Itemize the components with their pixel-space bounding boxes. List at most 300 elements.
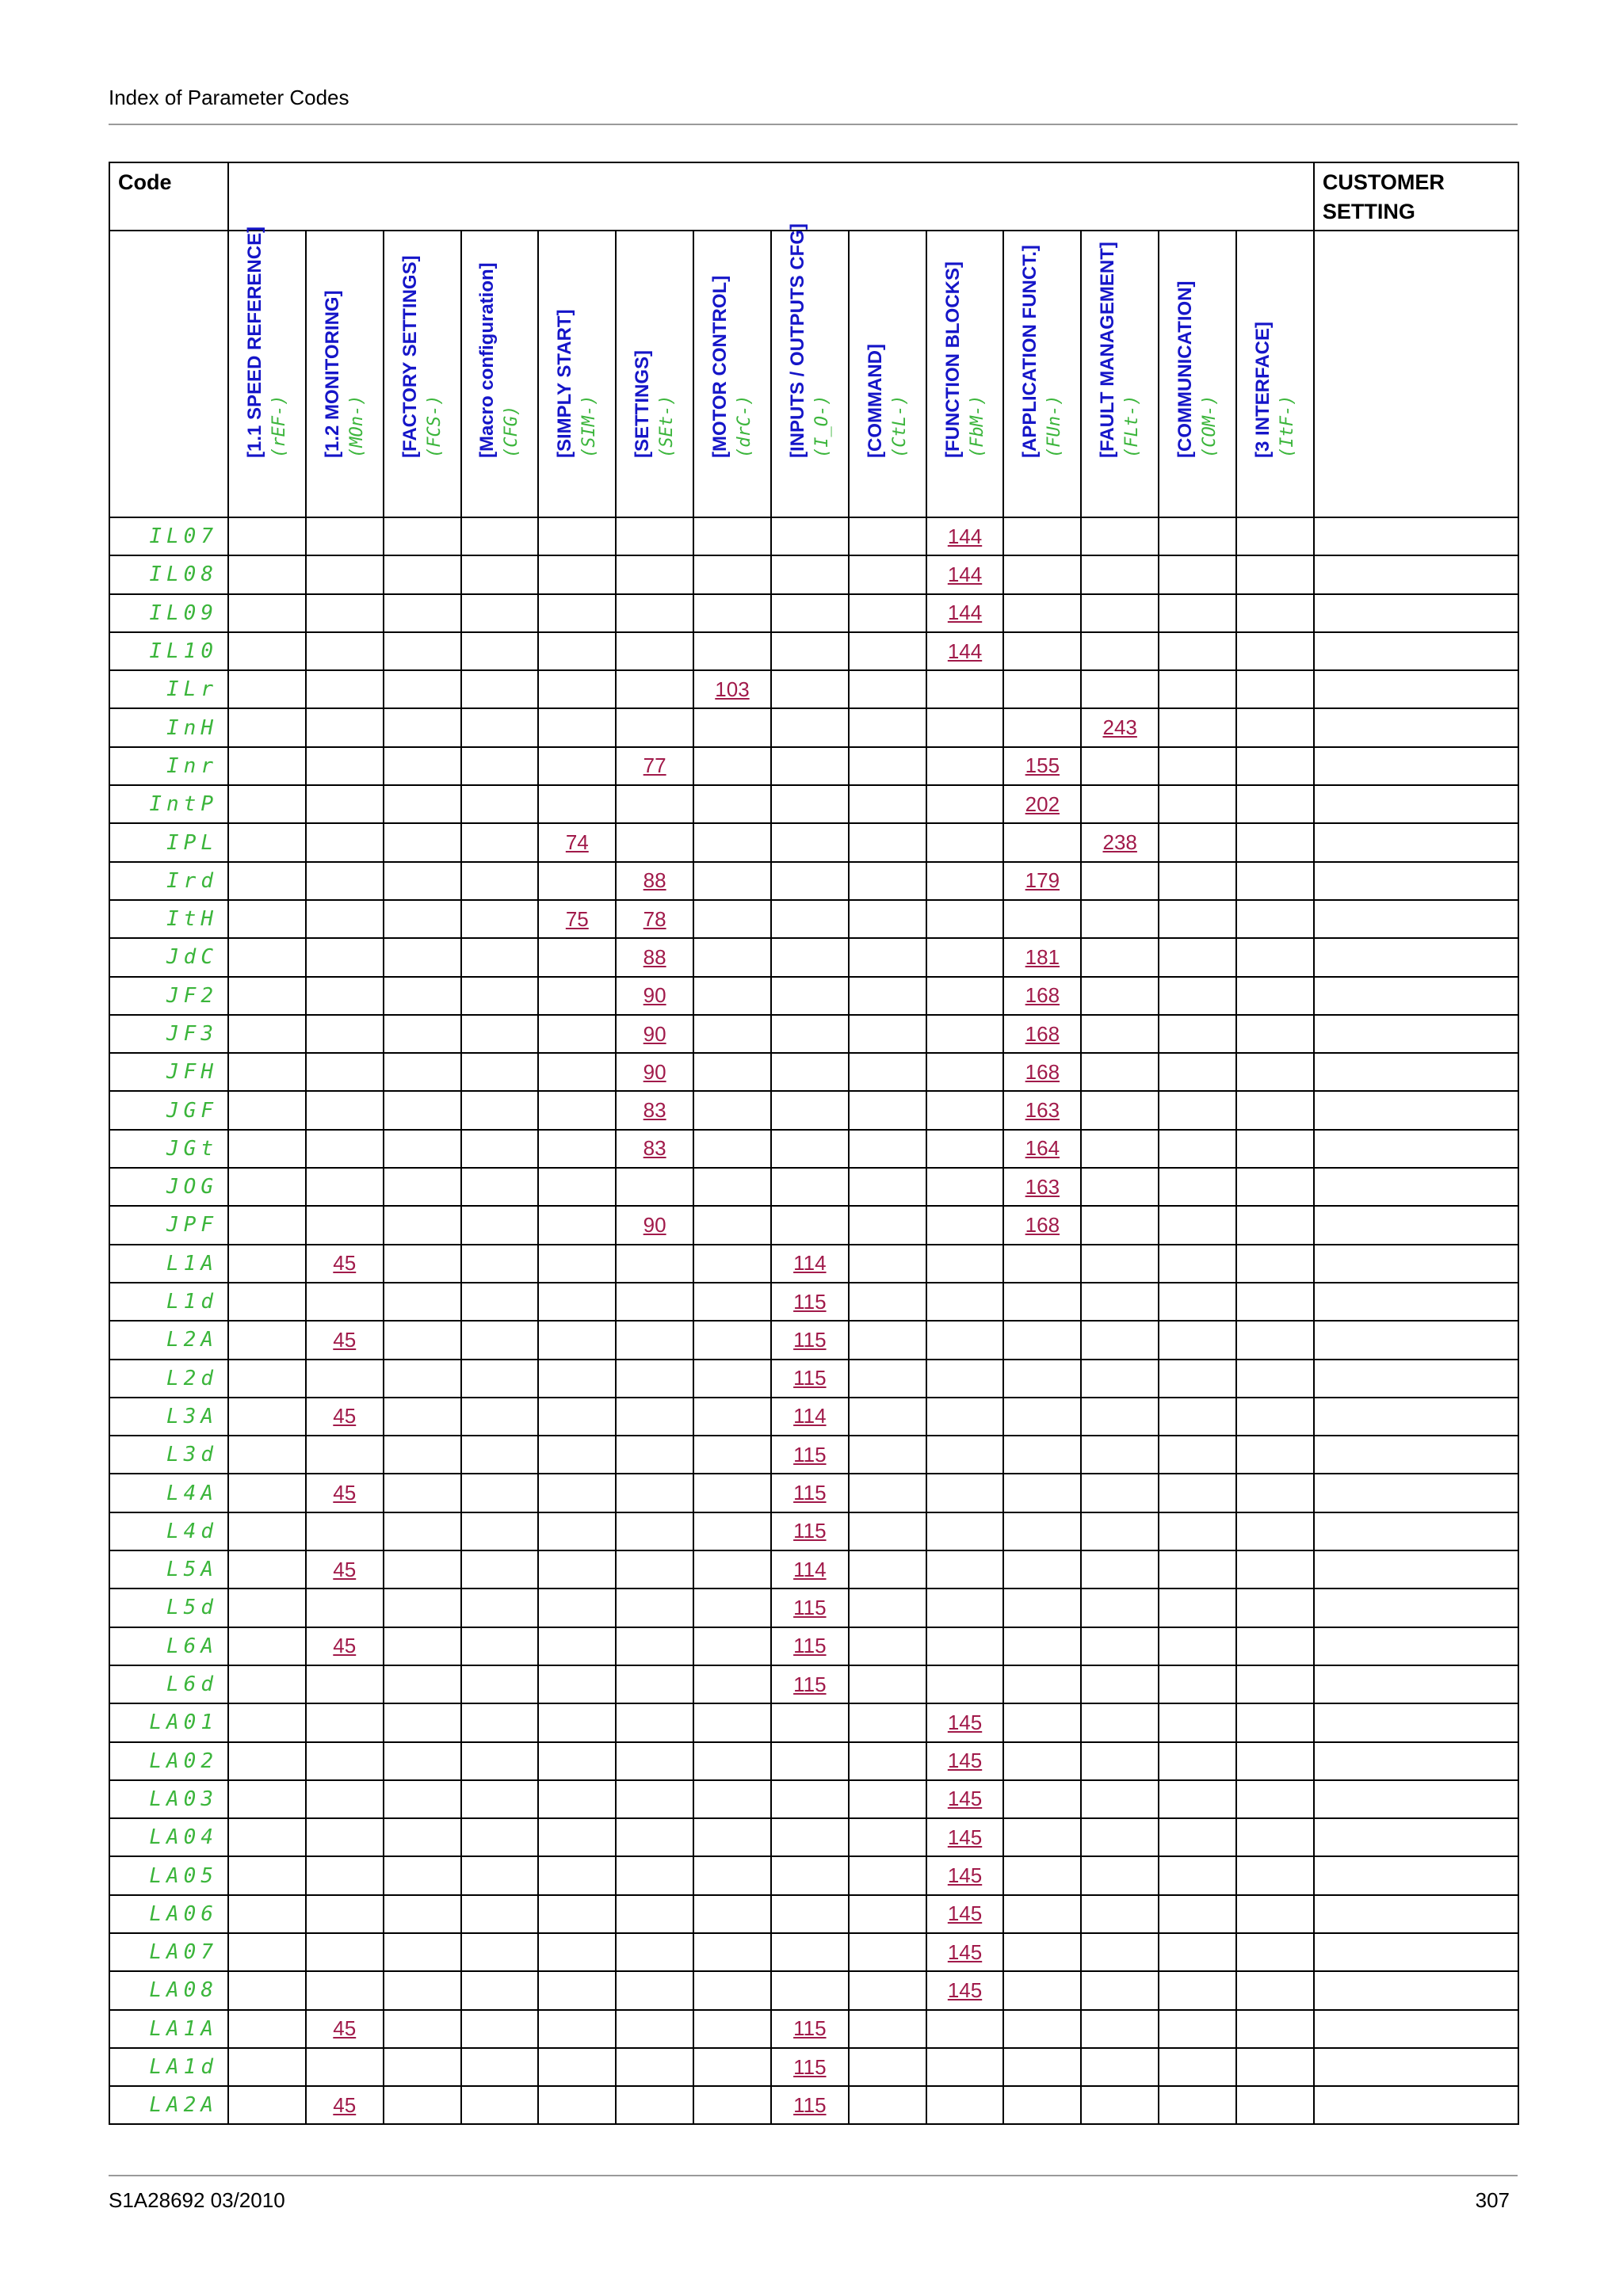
empty-cell: [384, 1015, 461, 1053]
empty-cell: [771, 1856, 849, 1894]
empty-cell: [849, 670, 926, 708]
empty-cell: [849, 785, 926, 823]
parameter-code: L4d: [109, 1512, 228, 1550]
empty-cell: [771, 900, 849, 938]
customer-setting-cell[interactable]: [1314, 1742, 1518, 1780]
customer-setting-cell[interactable]: [1314, 1703, 1518, 1741]
page-reference-link[interactable]: 238: [1102, 830, 1137, 855]
empty-cell: [1159, 2010, 1236, 2048]
customer-setting-cell[interactable]: [1314, 1398, 1518, 1436]
table-row: [109, 1780, 1518, 1818]
empty-cell: [693, 2010, 771, 2048]
empty-cell: [1003, 1245, 1081, 1283]
empty-cell: [384, 1398, 461, 1436]
empty-cell: [538, 938, 616, 976]
empty-cell: [228, 1206, 306, 1244]
empty-cell: [461, 900, 539, 938]
empty-cell: [771, 785, 849, 823]
empty-cell: [926, 900, 1004, 938]
empty-cell: [849, 1627, 926, 1665]
page-reference-link[interactable]: 115: [793, 1595, 827, 1619]
empty-cell: [693, 1550, 771, 1589]
empty-cell: [926, 1206, 1004, 1244]
empty-cell: [616, 594, 693, 632]
customer-setting-cell[interactable]: [1314, 1321, 1518, 1359]
customer-setting-cell[interactable]: [1314, 632, 1518, 670]
customer-setting-cell[interactable]: [1314, 1130, 1518, 1168]
table-row: [109, 2086, 1518, 2124]
page-reference-link[interactable]: 115: [793, 1672, 827, 1696]
empty-cell: [384, 1971, 461, 2009]
empty-cell: [538, 1321, 616, 1359]
empty-cell: [1003, 2048, 1081, 2086]
page-reference-link[interactable]: 74: [565, 830, 589, 855]
empty-cell: [616, 1703, 693, 1741]
page-reference-link[interactable]: 90: [643, 983, 666, 1008]
page-reference-link[interactable]: 115: [793, 2054, 827, 2079]
empty-cell: [384, 938, 461, 976]
customer-setting-cell[interactable]: [1314, 1053, 1518, 1091]
table-row: [109, 823, 1518, 861]
empty-cell: [228, 708, 306, 746]
customer-setting-cell[interactable]: [1314, 1550, 1518, 1589]
page-reference-cell: [771, 1360, 849, 1398]
parameter-code: LA04: [109, 1818, 228, 1856]
customer-setting-cell[interactable]: [1314, 823, 1518, 861]
customer-setting-cell[interactable]: [1314, 555, 1518, 593]
empty-cell: [1159, 823, 1236, 861]
empty-cell: [1003, 900, 1081, 938]
empty-cell: [538, 1703, 616, 1741]
table-row: [109, 900, 1518, 938]
table-row: [109, 2010, 1518, 2048]
empty-cell: [1159, 1933, 1236, 1971]
empty-cell: [538, 977, 616, 1015]
customer-setting-cell[interactable]: [1314, 862, 1518, 900]
empty-cell: [849, 862, 926, 900]
empty-cell: [1003, 1627, 1081, 1665]
table-row: [109, 1856, 1518, 1894]
page-reference-link[interactable]: 115: [793, 1327, 827, 1352]
empty-cell: [384, 1895, 461, 1933]
page-reference-link[interactable]: 155: [1025, 753, 1060, 778]
page-reference-cell: [1003, 1206, 1081, 1244]
empty-cell: [926, 747, 1004, 785]
empty-cell: [849, 1321, 926, 1359]
customer-setting-cell[interactable]: [1314, 517, 1518, 555]
customer-setting-cell[interactable]: [1314, 900, 1518, 938]
page-reference-link[interactable]: 145: [947, 1863, 983, 1888]
menu-column-header: [1159, 231, 1236, 517]
empty-cell: [693, 594, 771, 632]
menu-column-header: [616, 231, 693, 517]
empty-cell: [926, 1436, 1004, 1474]
customer-setting-cell[interactable]: [1314, 1360, 1518, 1398]
empty-cell: [616, 1360, 693, 1398]
customer-setting-cell[interactable]: [1314, 2010, 1518, 2048]
page-reference-cell: [1003, 785, 1081, 823]
parameter-code: IL07: [109, 517, 228, 555]
empty-cell: [616, 1474, 693, 1512]
empty-cell: [461, 1780, 539, 1818]
page-reference-link[interactable]: 168: [1025, 983, 1060, 1008]
empty-cell: [228, 1053, 306, 1091]
empty-cell: [461, 1550, 539, 1589]
empty-cell: [306, 747, 384, 785]
page-reference-link[interactable]: 144: [947, 601, 983, 625]
empty-cell: [384, 862, 461, 900]
page-reference-cell: [1003, 862, 1081, 900]
page-reference-cell: [306, 1245, 384, 1283]
page-reference-link[interactable]: 181: [1025, 944, 1060, 969]
page-reference-link[interactable]: 83: [643, 1136, 666, 1161]
parameter-code: L5A: [109, 1550, 228, 1589]
parameter-code: IPL: [109, 823, 228, 861]
page-reference-link[interactable]: 115: [793, 1481, 827, 1505]
page-reference-link[interactable]: 144: [947, 639, 983, 663]
customer-setting-cell[interactable]: [1314, 2086, 1518, 2124]
empty-cell: [228, 1818, 306, 1856]
page-reference-cell: [771, 1627, 849, 1665]
empty-cell: [1003, 670, 1081, 708]
page-reference-link[interactable]: 115: [793, 1442, 827, 1466]
customer-setting-cell[interactable]: [1314, 1780, 1518, 1818]
empty-cell: [228, 1283, 306, 1321]
empty-cell: [771, 747, 849, 785]
empty-cell: [538, 1436, 616, 1474]
page-reference-link[interactable]: 45: [333, 1481, 357, 1505]
empty-cell: [1236, 2048, 1314, 2086]
page-reference-link[interactable]: 144: [947, 562, 983, 586]
empty-cell: [384, 1360, 461, 1398]
page-reference-link[interactable]: 90: [643, 1021, 666, 1046]
empty-cell: [461, 1053, 539, 1091]
parameter-code: L5d: [109, 1589, 228, 1627]
page-reference-link[interactable]: 114: [793, 1404, 827, 1428]
table-row: [109, 1818, 1518, 1856]
page-reference-link[interactable]: 145: [947, 1901, 983, 1926]
page-reference-link[interactable]: 78: [643, 906, 666, 931]
page-reference-link[interactable]: 90: [643, 1059, 666, 1084]
page-reference-link[interactable]: 83: [643, 1098, 666, 1123]
empty-cell: [306, 632, 384, 670]
page-reference-cell: [926, 555, 1004, 593]
empty-cell: [693, 517, 771, 555]
empty-cell: [1081, 594, 1159, 632]
empty-cell: [1081, 1283, 1159, 1321]
empty-cell: [1081, 1015, 1159, 1053]
page-reference-link[interactable]: 45: [333, 2016, 357, 2041]
empty-cell: [1236, 823, 1314, 861]
empty-cell: [1236, 785, 1314, 823]
empty-cell: [1003, 1589, 1081, 1627]
page-reference-cell: [306, 1627, 384, 1665]
empty-cell: [1081, 1589, 1159, 1627]
customer-setting-cell[interactable]: [1314, 1091, 1518, 1129]
page-reference-link[interactable]: 145: [947, 1787, 983, 1811]
customer-setting-cell[interactable]: [1314, 1436, 1518, 1474]
empty-cell: [849, 594, 926, 632]
page-reference-link[interactable]: 145: [947, 1749, 983, 1773]
page-reference-link[interactable]: 202: [1025, 791, 1060, 816]
empty-cell: [1236, 1206, 1314, 1244]
empty-cell: [616, 1398, 693, 1436]
page-reference-cell: [1003, 938, 1081, 976]
page-reference-cell: [616, 900, 693, 938]
empty-cell: [1159, 1550, 1236, 1589]
page-reference-link[interactable]: 163: [1025, 1174, 1060, 1199]
page-reference-link[interactable]: 179: [1025, 868, 1060, 893]
customer-setting-cell[interactable]: [1314, 1971, 1518, 2009]
page-reference-link[interactable]: 145: [947, 1710, 983, 1734]
empty-cell: [461, 1627, 539, 1665]
customer-setting-cell[interactable]: [1314, 977, 1518, 1015]
empty-cell: [538, 1015, 616, 1053]
page-reference-link[interactable]: 115: [793, 1366, 827, 1390]
empty-cell: [1236, 1627, 1314, 1665]
menu-column-label: [1.1 SPEED REFERENCE]: [243, 226, 265, 458]
customer-setting-cell[interactable]: [1314, 785, 1518, 823]
page-reference-link[interactable]: 45: [333, 1557, 357, 1581]
page-reference-link[interactable]: 168: [1025, 1059, 1060, 1084]
page-reference-link[interactable]: 114: [793, 1251, 827, 1276]
empty-cell: [1236, 938, 1314, 976]
empty-cell: [461, 1015, 539, 1053]
empty-cell: [616, 1971, 693, 2009]
empty-cell: [1003, 1665, 1081, 1703]
menu-column-code: (I_O-): [812, 395, 832, 458]
customer-setting-cell[interactable]: [1314, 1512, 1518, 1550]
header-divider: [109, 124, 1518, 125]
page-reference-link[interactable]: 164: [1025, 1136, 1060, 1161]
menu-column-header: [461, 231, 539, 517]
empty-cell: [461, 1283, 539, 1321]
customer-setting-cell[interactable]: [1314, 2048, 1518, 2086]
customer-setting-cell[interactable]: [1314, 708, 1518, 746]
page-reference-link[interactable]: 77: [643, 753, 666, 778]
customer-setting-cell[interactable]: [1314, 747, 1518, 785]
page-reference-cell: [771, 1665, 849, 1703]
page-reference-link[interactable]: 75: [565, 906, 589, 931]
empty-cell: [1003, 2086, 1081, 2124]
empty-cell: [1081, 1627, 1159, 1665]
empty-cell: [1159, 1474, 1236, 1512]
empty-cell: [693, 1780, 771, 1818]
empty-cell: [384, 2086, 461, 2124]
page-reference-link[interactable]: 115: [793, 1634, 827, 1658]
menu-column-code: (FCS-): [424, 395, 445, 458]
page-reference-link[interactable]: 103: [715, 677, 750, 701]
empty-cell: [306, 708, 384, 746]
page-reference-link[interactable]: 115: [793, 2016, 827, 2041]
page-reference-link[interactable]: 45: [333, 1251, 357, 1276]
menu-column-header: [384, 231, 461, 517]
customer-setting-cell[interactable]: [1314, 1895, 1518, 1933]
empty-cell: [1159, 1895, 1236, 1933]
table-row: [109, 977, 1518, 1015]
empty-cell: [384, 594, 461, 632]
customer-setting-cell[interactable]: [1314, 938, 1518, 976]
empty-cell: [1081, 555, 1159, 593]
empty-cell: [926, 1589, 1004, 1627]
empty-cell: [538, 670, 616, 708]
empty-cell: [228, 900, 306, 938]
page-reference-link[interactable]: 144: [947, 524, 983, 548]
page-reference-link[interactable]: 168: [1025, 1021, 1060, 1046]
page-reference-cell: [1003, 747, 1081, 785]
empty-cell: [461, 977, 539, 1015]
page-reference-cell: [1081, 708, 1159, 746]
empty-cell: [1081, 2086, 1159, 2124]
page-reference-link[interactable]: 45: [333, 1634, 357, 1658]
empty-cell: [616, 1780, 693, 1818]
empty-cell: [461, 1245, 539, 1283]
empty-cell: [1003, 708, 1081, 746]
empty-cell: [1081, 670, 1159, 708]
empty-cell: [306, 594, 384, 632]
page-header-title: Index of Parameter Codes: [109, 86, 349, 109]
table-row: [109, 555, 1518, 593]
empty-cell: [849, 1283, 926, 1321]
empty-cell: [926, 1627, 1004, 1665]
empty-cell: [1159, 1589, 1236, 1627]
empty-cell: [926, 2010, 1004, 2048]
empty-cell: [384, 823, 461, 861]
page-reference-link[interactable]: 90: [643, 1212, 666, 1237]
customer-setting-cell[interactable]: [1314, 1818, 1518, 1856]
empty-cell: [771, 1818, 849, 1856]
customer-setting-cell[interactable]: [1314, 594, 1518, 632]
empty-cell: [771, 823, 849, 861]
customer-setting-cell[interactable]: [1314, 1856, 1518, 1894]
empty-cell: [1081, 1895, 1159, 1933]
customer-setting-cell[interactable]: [1314, 1168, 1518, 1206]
page-reference-link[interactable]: 168: [1025, 1212, 1060, 1237]
empty-cell: [461, 632, 539, 670]
page-reference-cell: [1003, 1053, 1081, 1091]
menu-column-code: (CtL-): [889, 395, 910, 458]
parameter-code: L1A: [109, 1245, 228, 1283]
empty-cell: [384, 632, 461, 670]
customer-setting-cell[interactable]: [1314, 1283, 1518, 1321]
page-reference-link[interactable]: 163: [1025, 1098, 1060, 1123]
page-reference-link[interactable]: 45: [333, 1404, 357, 1428]
empty-cell: [1003, 1742, 1081, 1780]
page-reference-cell: [771, 1436, 849, 1474]
empty-cell: [228, 1436, 306, 1474]
customer-setting-cell[interactable]: [1314, 1015, 1518, 1053]
empty-cell: [228, 1589, 306, 1627]
customer-setting-cell[interactable]: [1314, 1206, 1518, 1244]
menu-column-label: [MOTOR CONTROL]: [708, 275, 731, 458]
customer-setting-cell[interactable]: [1314, 1245, 1518, 1283]
empty-cell: [1236, 1474, 1314, 1512]
empty-cell: [616, 785, 693, 823]
customer-setting-cell[interactable]: [1314, 1474, 1518, 1512]
table-row: [109, 1703, 1518, 1741]
empty-cell: [1003, 1933, 1081, 1971]
empty-cell: [306, 1053, 384, 1091]
empty-cell: [693, 555, 771, 593]
empty-cell: [1081, 1818, 1159, 1856]
page-reference-link[interactable]: 145: [947, 1825, 983, 1849]
empty-cell: [616, 632, 693, 670]
empty-cell: [1159, 632, 1236, 670]
empty-cell: [384, 1780, 461, 1818]
empty-cell: [1236, 1780, 1314, 1818]
menu-column-label: [FAULT MANAGEMENT]: [1097, 242, 1119, 458]
customer-setting-cell[interactable]: [1314, 1589, 1518, 1627]
page-reference-link[interactable]: 243: [1102, 715, 1137, 740]
empty-cell: [849, 1550, 926, 1589]
customer-setting-cell[interactable]: [1314, 1627, 1518, 1665]
empty-cell: [693, 823, 771, 861]
empty-cell: [1159, 1360, 1236, 1398]
empty-cell: [306, 823, 384, 861]
empty-cell: [1236, 1091, 1314, 1129]
empty-cell: [1159, 1168, 1236, 1206]
empty-cell: [538, 747, 616, 785]
page-reference-link[interactable]: 114: [793, 1557, 827, 1581]
page-reference-cell: [306, 2086, 384, 2124]
empty-cell: [693, 785, 771, 823]
empty-cell: [849, 555, 926, 593]
page-reference-link[interactable]: 115: [793, 2092, 827, 2117]
footer-document-reference: S1A28692 03/2010: [109, 2188, 285, 2212]
empty-cell: [1159, 594, 1236, 632]
empty-cell: [616, 823, 693, 861]
empty-cell: [1081, 1474, 1159, 1512]
empty-cell: [1236, 977, 1314, 1015]
empty-cell: [228, 1856, 306, 1894]
empty-cell: [1236, 1130, 1314, 1168]
page-reference-link[interactable]: 145: [947, 1939, 983, 1964]
empty-cell: [693, 862, 771, 900]
page-reference-link[interactable]: 88: [643, 868, 666, 893]
page-reference-link[interactable]: 45: [333, 2092, 357, 2117]
empty-cell: [306, 1971, 384, 2009]
empty-cell: [461, 1742, 539, 1780]
page-reference-link[interactable]: 45: [333, 1327, 357, 1352]
parameter-code: JFH: [109, 1053, 228, 1091]
empty-cell: [849, 1703, 926, 1741]
menu-column-header: [771, 223, 849, 517]
page-reference-cell: [771, 1550, 849, 1589]
page-reference-link[interactable]: 115: [793, 1519, 827, 1543]
page-reference-link[interactable]: 145: [947, 1978, 983, 2002]
page-reference-cell: [771, 1589, 849, 1627]
empty-cell: [926, 1245, 1004, 1283]
customer-setting-cell[interactable]: [1314, 670, 1518, 708]
table-row: [109, 1512, 1518, 1550]
parameter-code: JGF: [109, 1091, 228, 1129]
page-reference-link[interactable]: 115: [793, 1289, 827, 1314]
empty-cell: [693, 1245, 771, 1283]
empty-cell: [306, 938, 384, 976]
page-reference-cell: [926, 1971, 1004, 2009]
customer-setting-cell[interactable]: [1314, 1665, 1518, 1703]
table-row: [109, 1627, 1518, 1665]
empty-cell: [461, 1436, 539, 1474]
empty-cell: [771, 1168, 849, 1206]
empty-cell: [228, 1321, 306, 1359]
empty-cell: [849, 1168, 926, 1206]
customer-setting-cell[interactable]: [1314, 1933, 1518, 1971]
page-reference-link[interactable]: 88: [643, 944, 666, 969]
empty-cell: [771, 1091, 849, 1129]
empty-cell: [693, 632, 771, 670]
empty-cell: [384, 900, 461, 938]
